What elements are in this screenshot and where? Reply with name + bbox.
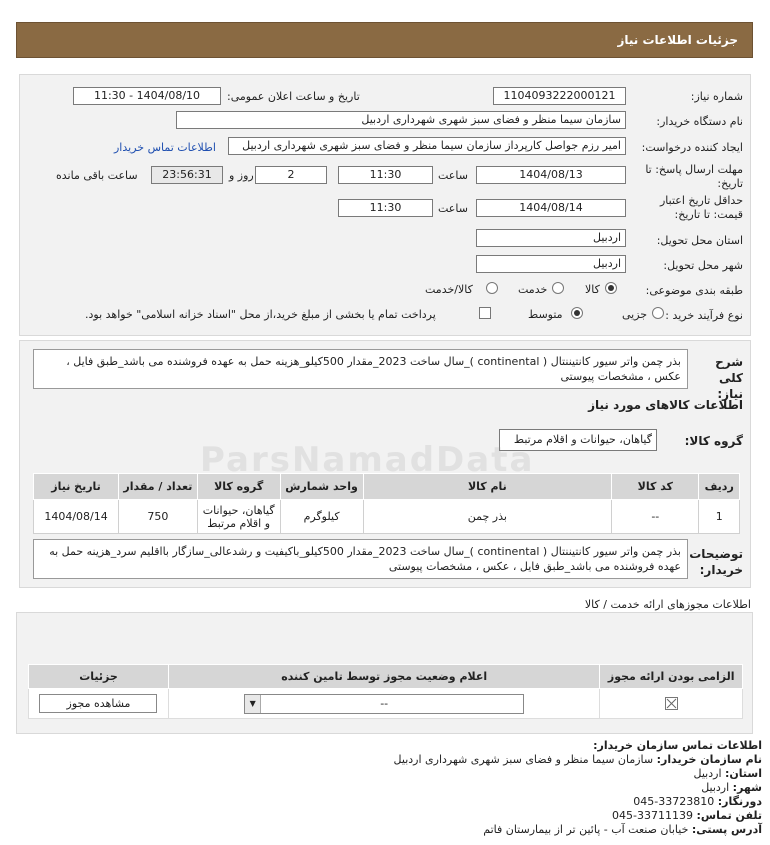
contact-address-line — [22, 823, 762, 837]
process-option-medium: متوسط — [528, 308, 563, 321]
buyer-contact-link[interactable]: اطلاعات تماس خریدار — [114, 141, 216, 154]
validity-time-field: 11:30 — [338, 199, 433, 217]
creator-label: ایجاد کننده درخواست: — [641, 141, 743, 154]
validity-date-field: 1404/08/14 — [476, 199, 626, 217]
contact-city-label: شهر: — [732, 781, 762, 794]
contact-section — [22, 739, 762, 837]
buyer-notes-label: توضیحات خریدار: — [689, 547, 743, 577]
contact-phone: 33711139-045 — [612, 809, 694, 822]
deadline-date-field: 1404/08/13 — [476, 166, 626, 184]
col-quantity: تعداد / مقدار — [119, 474, 198, 500]
announce-field: 1404/08/10 - 11:30 — [73, 87, 221, 105]
validity-time-label: ساعت — [438, 202, 468, 215]
remaining-time-field: 23:56:31 — [151, 166, 223, 184]
process-radio-medium[interactable] — [571, 307, 583, 319]
category-radio-goods[interactable] — [605, 282, 617, 294]
validity-label: حداقل تاریخ اعتبار قیمت: تا تاریخ: — [659, 194, 743, 221]
need-number-field: 1104093222000121 — [493, 87, 626, 105]
contact-fax: 33723810-045 — [633, 795, 715, 808]
goods-group-label: گروه کالا: — [684, 434, 743, 448]
x-icon — [666, 698, 677, 709]
col-permit-status: اعلام وضعیت مجوز توسط تامین کننده — [168, 665, 599, 689]
category-radio-both[interactable] — [486, 282, 498, 294]
contact-phone-label: تلفن تماس: — [696, 809, 762, 822]
category-option-goods: کالا — [585, 283, 600, 296]
process-radio-minor[interactable] — [652, 307, 664, 319]
contact-fax-label: دورنگار: — [717, 795, 762, 808]
col-permit-details: جزئیات — [29, 665, 169, 689]
delivery-province-label: استان محل تحویل: — [656, 234, 743, 247]
deadline-label: مهلت ارسال پاسخ: تا تاریخ: — [645, 163, 743, 190]
remaining-label: ساعت باقی مانده — [56, 169, 138, 182]
goods-group-field: گیاهان، حیوانات و اقلام مرتبط — [499, 429, 657, 451]
permits-title: اطلاعات مجوزهای ارائه خدمت / کالا — [584, 598, 751, 611]
permit-status-select[interactable] — [244, 694, 524, 714]
table-row — [29, 689, 743, 719]
contact-org-label: نام سازمان خریدار: — [656, 753, 762, 766]
permit-required-cell — [600, 689, 743, 719]
payment-checkbox[interactable] — [479, 307, 491, 319]
deadline-time-field: 11:30 — [338, 166, 433, 184]
cell-code: -- — [612, 500, 699, 534]
contact-fax-line — [22, 795, 762, 809]
cell-name: بذر چمن — [363, 500, 612, 534]
announce-label: تاریخ و ساعت اعلان عمومی: — [227, 90, 360, 103]
page-title: جزئیات اطلاعات نیاز — [617, 33, 738, 47]
contact-address-label: آدرس پستی: — [691, 823, 762, 836]
buyer-org-field: سازمان سیما منظر و فضای سبز شهری شهرداری اردبیل — [176, 111, 626, 129]
contact-province-line — [22, 767, 762, 781]
col-unit: واحد شمارش — [280, 474, 363, 500]
contact-org-line — [22, 753, 762, 767]
col-permit-required: الزامی بودن ارائه مجوز — [600, 665, 743, 689]
process-label: نوع فرآیند خرید : — [665, 309, 743, 322]
days-label: روز و — [229, 169, 254, 182]
contact-org: سازمان سیما منظر و فضای سبز شهری شهرداری اردبیل — [393, 753, 654, 766]
deadline-time-label: ساعت — [438, 169, 468, 182]
category-radio-service[interactable] — [552, 282, 564, 294]
view-permit-button[interactable]: مشاهده مجوز — [39, 694, 157, 713]
need-number-label: شماره نیاز: — [690, 90, 743, 103]
contact-province: اردبیل — [693, 767, 722, 780]
delivery-city-field: اردبیل — [476, 255, 626, 273]
col-group: گروه کالا — [197, 474, 280, 500]
creator-field: امیر رزم جواصل کارپرداز سازمان سیما منظر و فضای سبز شهری شهرداری اردبیل — [228, 137, 626, 155]
payment-text: پرداخت تمام یا بخشی از مبلغ خرید،از محل "اسناد خزانه اسلامی" خواهد بود. — [85, 308, 436, 321]
permit-required-checkbox — [665, 697, 678, 710]
permits-header-row — [29, 665, 743, 689]
buyer-org-label: نام دستگاه خریدار: — [656, 115, 743, 128]
col-name: نام کالا — [363, 474, 612, 500]
table-row — [34, 500, 740, 534]
permit-details-cell — [29, 689, 169, 719]
cell-row: 1 — [699, 500, 740, 534]
category-option-both: کالا/خدمت — [425, 283, 473, 296]
cell-quantity: 750 — [119, 500, 198, 534]
contact-city: اردبیل — [701, 781, 730, 794]
cell-group: گیاهان، حیوانات و اقلام مرتبط — [197, 500, 280, 534]
summary-label: شرح کلی نیاز: — [715, 355, 743, 401]
cell-date: 1404/08/14 — [34, 500, 119, 534]
delivery-city-label: شهر محل تحویل: — [663, 259, 743, 272]
category-option-service: خدمت — [518, 283, 548, 296]
permit-status-value: -- — [380, 696, 389, 710]
cell-unit: کیلوگرم — [280, 500, 363, 534]
watermark: ParsNamadData — [200, 440, 535, 480]
permit-status-cell — [168, 689, 599, 719]
summary-text: بذر چمن واتر سیور کانتیننتال ( continental )_سال ساخت 2023_مقدار 500کیلو_هزینه حمل به عهده فروشنده می باشد_طبق فایل ، عکس ، مشخصات پیوستی — [33, 349, 688, 389]
col-date: تاریخ نیاز — [34, 474, 119, 500]
contact-title: اطلاعات تماس سازمان خریدار: — [593, 739, 762, 752]
contact-city-line — [22, 781, 762, 795]
contact-address: خیابان صنعت آب - پائین تر از بیمارستان فاتم — [483, 823, 689, 836]
delivery-province-field: اردبیل — [476, 229, 626, 247]
page-header — [16, 22, 753, 58]
goods-info-title: اطلاعات کالاهای مورد نیاز — [588, 398, 743, 412]
items-table — [33, 473, 740, 534]
permits-table — [28, 664, 743, 719]
contact-phone-line — [22, 809, 762, 823]
contact-province-label: استان: — [725, 767, 762, 780]
category-label: طبقه بندی موضوعی: — [645, 284, 743, 297]
buyer-notes-text: بذر چمن واتر سیور کانتیننتال ( continental )_سال ساخت 2023_مقدار 500کیلو_باکیفیت و رشدعالی_سازگار بااقلیم سرد_هزینه حمل به عهده فروشنده می باشد_طبق فایل ، عکس ، مشخصات پیوستی — [33, 539, 688, 579]
col-row: ردیف — [699, 474, 740, 500]
days-field: 2 — [255, 166, 327, 184]
col-code: کد کالا — [612, 474, 699, 500]
process-option-minor: جزیی — [622, 308, 648, 321]
chevron-down-icon[interactable]: ▼ — [245, 695, 261, 713]
